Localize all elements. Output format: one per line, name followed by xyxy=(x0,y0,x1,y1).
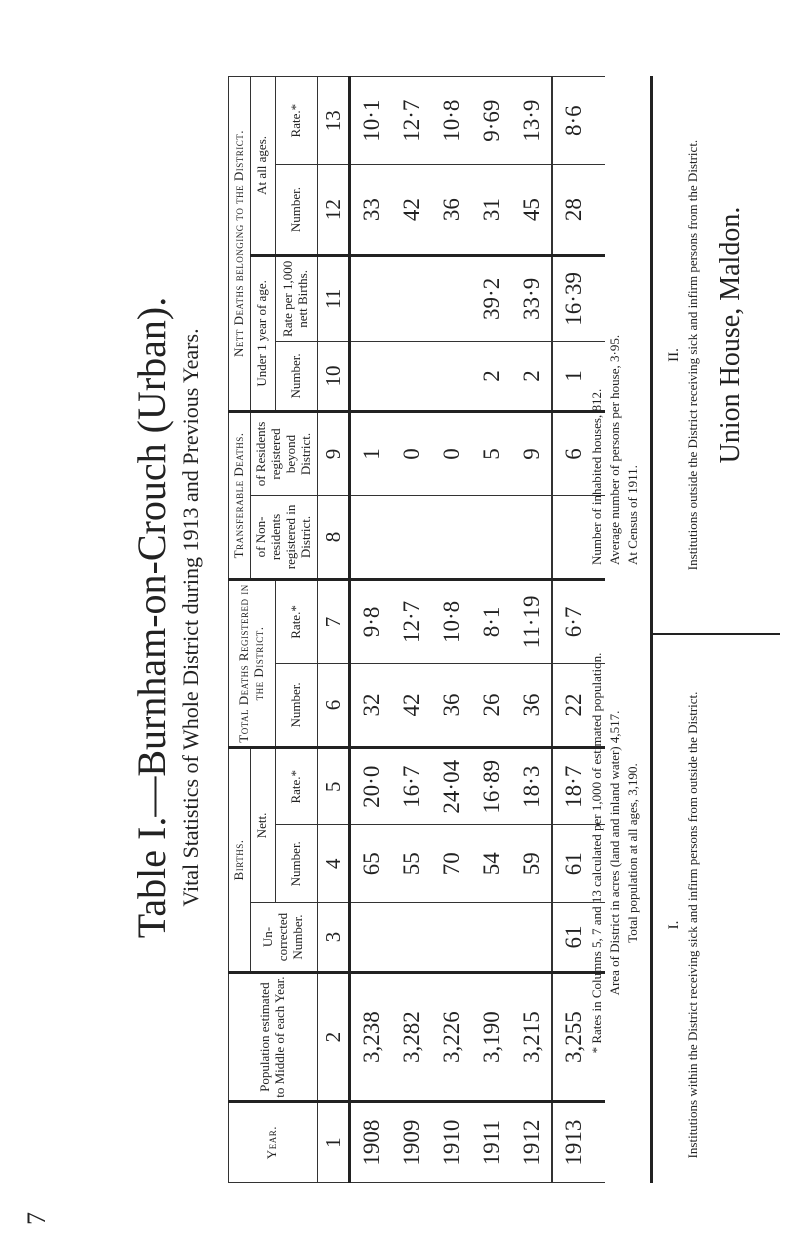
cell-births-rate: 24·04 xyxy=(431,747,471,825)
cell-uncorrected xyxy=(511,903,552,973)
cell-residents: 0 xyxy=(391,411,431,495)
cell-uncorrected xyxy=(391,903,431,973)
header-uncorrected: Un-corrected Number. xyxy=(250,903,317,973)
col-number: 8 xyxy=(317,495,349,579)
cell-allages-rate: 10·8 xyxy=(431,77,471,165)
cell-residents: 6 xyxy=(552,411,605,495)
cell-births-rate: 16·89 xyxy=(471,747,511,825)
cell-allages-number: 45 xyxy=(511,165,552,255)
cell-population: 3,282 xyxy=(391,973,431,1102)
header-deaths-rate: Rate.* xyxy=(275,579,317,663)
cell-population: 3,190 xyxy=(471,973,511,1102)
footnote-population: Total population at all ages, 3,190. xyxy=(625,763,641,943)
cell-births-number: 59 xyxy=(511,825,552,903)
page-subtitle: Vital Statistics of Whole District during 1913 and Previous Years. xyxy=(178,328,203,907)
cell-year: 1910 xyxy=(431,1102,471,1183)
cell-population: 3,255 xyxy=(552,973,605,1102)
col-number: 13 xyxy=(317,77,349,165)
header-deaths-number: Number. xyxy=(275,663,317,747)
table-row xyxy=(349,77,391,1183)
table-row xyxy=(471,77,511,1183)
cell-year: 1908 xyxy=(349,1102,391,1183)
cell-year: 1911 xyxy=(471,1102,511,1183)
cell-population: 3,215 xyxy=(511,973,552,1102)
section1-heading: I. xyxy=(666,920,682,930)
cell-births-rate: 18·3 xyxy=(511,747,552,825)
col-number: 1 xyxy=(317,1102,349,1183)
cell-uncorrected xyxy=(431,903,471,973)
cell-under1-number: 1 xyxy=(552,341,605,411)
cell-under1-number xyxy=(431,341,471,411)
footnote-census: At Census of 1911. xyxy=(625,465,641,565)
cell-year: 1913 xyxy=(552,1102,605,1183)
cell-deaths-rate: 9·8 xyxy=(349,579,391,663)
cell-under1-number: 2 xyxy=(471,341,511,411)
table-row xyxy=(391,77,431,1183)
cell-deaths-number: 22 xyxy=(552,663,605,747)
cell-residents: 0 xyxy=(431,411,471,495)
cell-deaths-number: 36 xyxy=(511,663,552,747)
header-births-rate: Rate.* xyxy=(275,747,317,825)
footnotes xyxy=(588,583,643,1123)
cell-year: 1912 xyxy=(511,1102,552,1183)
cell-non-residents xyxy=(471,495,511,579)
cell-births-number: 61 xyxy=(552,825,605,903)
cell-births-number: 54 xyxy=(471,825,511,903)
header-under1-number: Number. xyxy=(275,341,317,411)
footnote-area: Area of District in acres (land and inland water) 4,517. xyxy=(607,710,623,996)
header-births-number: Number. xyxy=(275,825,317,903)
cell-under1-rate xyxy=(349,255,391,341)
cell-allages-number: 33 xyxy=(349,165,391,255)
divider xyxy=(650,76,653,1183)
section2-heading: II. xyxy=(666,348,682,362)
header-nett-deaths: Nett Deaths belonging to the District. xyxy=(229,77,251,412)
cell-year: 1909 xyxy=(391,1102,431,1183)
cell-births-number: 65 xyxy=(349,825,391,903)
col-number: 3 xyxy=(317,903,349,973)
page-title: Table I.—Burnham-on-Crouch (Urban). xyxy=(129,296,174,939)
cell-allages-rate: 10·1 xyxy=(349,77,391,165)
cell-deaths-rate: 11·19 xyxy=(511,579,552,663)
col-number: 11 xyxy=(317,255,349,341)
col-number: 7 xyxy=(317,579,349,663)
footnote-average: Average number of persons per house, 3·95. xyxy=(607,334,623,565)
header-non-residents: of Non-residents registered in District. xyxy=(250,495,317,579)
section-institutions-outside xyxy=(665,95,701,615)
cell-births-rate: 16·7 xyxy=(391,747,431,825)
col-number: 10 xyxy=(317,341,349,411)
divider xyxy=(650,633,780,635)
header-total-deaths: Total Deaths Registered in the District. xyxy=(229,579,276,747)
table-row xyxy=(511,77,552,1183)
cell-uncorrected xyxy=(349,903,391,973)
header-all-ages: At all ages. xyxy=(250,77,275,256)
cell-births-number: 70 xyxy=(431,825,471,903)
header-under-1-year: Under 1 year of age. xyxy=(250,255,275,411)
table-body xyxy=(349,77,605,1183)
cell-allages-rate: 12·7 xyxy=(391,77,431,165)
cell-deaths-number: 42 xyxy=(391,663,431,747)
cell-uncorrected xyxy=(471,903,511,973)
col-number: 6 xyxy=(317,663,349,747)
cell-non-residents xyxy=(431,495,471,579)
cell-residents: 5 xyxy=(471,411,511,495)
cell-residents: 1 xyxy=(349,411,391,495)
cell-deaths-number: 36 xyxy=(431,663,471,747)
header-births: Births. xyxy=(229,747,251,972)
cell-under1-number xyxy=(391,341,431,411)
cell-under1-number: 2 xyxy=(511,341,552,411)
header-allages-number: Number. xyxy=(275,165,317,255)
cell-under1-rate: 39·2 xyxy=(471,255,511,341)
header-year: Year. xyxy=(229,1102,318,1183)
header-residents: of Residents registered beyond District. xyxy=(250,411,317,495)
cell-residents: 9 xyxy=(511,411,552,495)
table-row xyxy=(431,77,471,1183)
cell-under1-rate: 16·39 xyxy=(552,255,605,341)
cell-uncorrected: 61 xyxy=(552,903,605,973)
cell-allages-rate: 8·6 xyxy=(552,77,605,165)
cell-population: 3,238 xyxy=(349,973,391,1102)
footnotes-census xyxy=(588,225,643,565)
col-number: 12 xyxy=(317,165,349,255)
col-number: 5 xyxy=(317,747,349,825)
page-number: 7 xyxy=(22,1212,51,1225)
header-nett: Nett. xyxy=(250,747,275,902)
union-house: Union House, Maldon. xyxy=(715,206,746,464)
cell-deaths-rate: 10·8 xyxy=(431,579,471,663)
vital-statistics-table xyxy=(228,76,605,1183)
cell-allages-rate: 13·9 xyxy=(511,77,552,165)
header-under1-rate: Rate per 1,000 nett Births. xyxy=(275,255,317,341)
cell-deaths-rate: 6·7 xyxy=(552,579,605,663)
col-number: 9 xyxy=(317,411,349,495)
cell-non-residents xyxy=(391,495,431,579)
cell-deaths-rate: 8·1 xyxy=(471,579,511,663)
cell-allages-number: 42 xyxy=(391,165,431,255)
header-population: Population estimated to Middle of each Year. xyxy=(229,973,318,1102)
cell-births-rate: 20·0 xyxy=(349,747,391,825)
cell-allages-number: 36 xyxy=(431,165,471,255)
cell-deaths-number: 26 xyxy=(471,663,511,747)
cell-deaths-rate: 12·7 xyxy=(391,579,431,663)
cell-population: 3,226 xyxy=(431,973,471,1102)
cell-under1-rate: 33·9 xyxy=(511,255,552,341)
section-institutions-within xyxy=(665,675,701,1175)
cell-deaths-number: 32 xyxy=(349,663,391,747)
col-number: 2 xyxy=(317,973,349,1102)
cell-births-rate: 18·7 xyxy=(552,747,605,825)
section2-text: Institutions outside the District receiving sick and infirm persons from the District. xyxy=(684,139,700,571)
cell-under1-rate xyxy=(391,255,431,341)
cell-allages-rate: 9·69 xyxy=(471,77,511,165)
col-number: 4 xyxy=(317,825,349,903)
cell-allages-number: 28 xyxy=(552,165,605,255)
section1-text: Institutions within the District receiving sick and infirm persons from outside the District. xyxy=(684,691,700,1159)
cell-under1-rate xyxy=(431,255,471,341)
footnote-rates: * Rates in Columns 5, 7 and 13 calculated per 1,000 of estimated population. xyxy=(589,652,604,1054)
cell-non-residents xyxy=(511,495,552,579)
header-transferable-deaths: Transferable Deaths. xyxy=(229,411,251,579)
header-allages-rate: Rate.* xyxy=(275,77,317,165)
cell-allages-number: 31 xyxy=(471,165,511,255)
cell-non-residents xyxy=(349,495,391,579)
cell-births-number: 55 xyxy=(391,825,431,903)
footnote-houses: Number of inhabited houses, 812. xyxy=(589,388,604,565)
cell-under1-number xyxy=(349,341,391,411)
